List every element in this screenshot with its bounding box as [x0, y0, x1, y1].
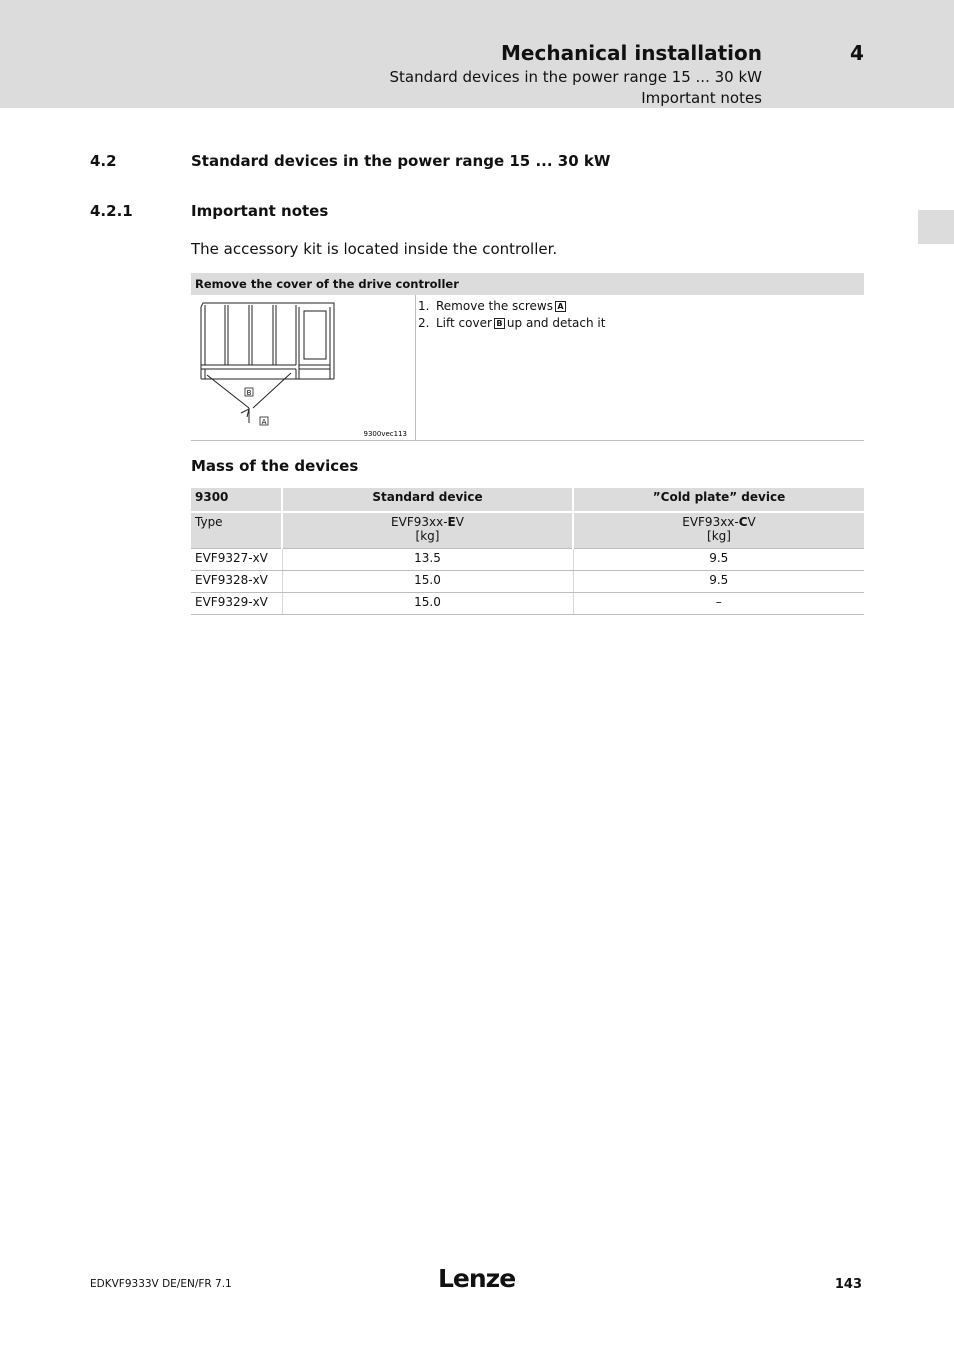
figure-label-b: B: [246, 389, 252, 397]
steps-list: [418, 298, 605, 332]
intro-text: The accessory kit is located inside the controller.: [191, 240, 558, 258]
step-item: 2. Lift cover B up and detach it: [418, 316, 606, 330]
mass-table-header-row: [191, 488, 864, 512]
footer-doc-code: EDKVF9333V DE/EN/FR 7.1: [90, 1278, 232, 1290]
chapter-title: Mechanical installation: [501, 41, 762, 65]
step-item: 1. Remove the screws A: [418, 298, 605, 315]
figure-cell: [191, 295, 416, 440]
col-header-cold-plate: ”Cold plate” device: [573, 488, 864, 512]
marker-b: B: [494, 318, 505, 329]
table-row: EVF9329-xV 15.0 –: [191, 593, 864, 615]
marker-a: A: [555, 301, 566, 312]
chapter-number: 4: [850, 41, 864, 65]
page-number: 143: [834, 1277, 862, 1292]
mass-table-type-row: [191, 512, 864, 549]
header-band: [0, 0, 954, 108]
figure-table: [191, 273, 864, 441]
mass-table: [191, 488, 864, 615]
lenze-logo: Lenze: [438, 1264, 516, 1293]
type-label: Type: [191, 512, 282, 549]
standard-type: EVF93xx-EV [kg]: [282, 512, 573, 549]
figure-table-body: [191, 295, 864, 441]
header-subtitle-2: Important notes: [641, 89, 762, 107]
cold-plate-type: EVF93xx-CV [kg]: [573, 512, 864, 549]
table-row: EVF9327-xV 13.5 9.5: [191, 549, 864, 571]
figure-code: 9300vec113: [363, 430, 407, 438]
figure-label-a: A: [261, 418, 267, 426]
section-number-4-2-1: 4.2.1: [90, 202, 133, 220]
col-header-standard: Standard device: [282, 488, 573, 512]
table-row: EVF9328-xV 15.0 9.5: [191, 571, 864, 593]
header-subtitle-1: Standard devices in the power range 15 ... 30 kW: [389, 68, 762, 86]
figure-table-header: Remove the cover of the drive controller: [191, 273, 864, 295]
section-title-4-2-1: Important notes: [191, 202, 329, 220]
drive-controller-illustration: [191, 295, 415, 440]
section-number-4-2: 4.2: [90, 152, 117, 170]
section-title-4-2: Standard devices in the power range 15 ... 30 kW: [191, 152, 611, 170]
col-header-9300: 9300: [191, 488, 282, 512]
mass-section-title: Mass of the devices: [191, 457, 359, 475]
chapter-side-tab: [918, 210, 954, 244]
